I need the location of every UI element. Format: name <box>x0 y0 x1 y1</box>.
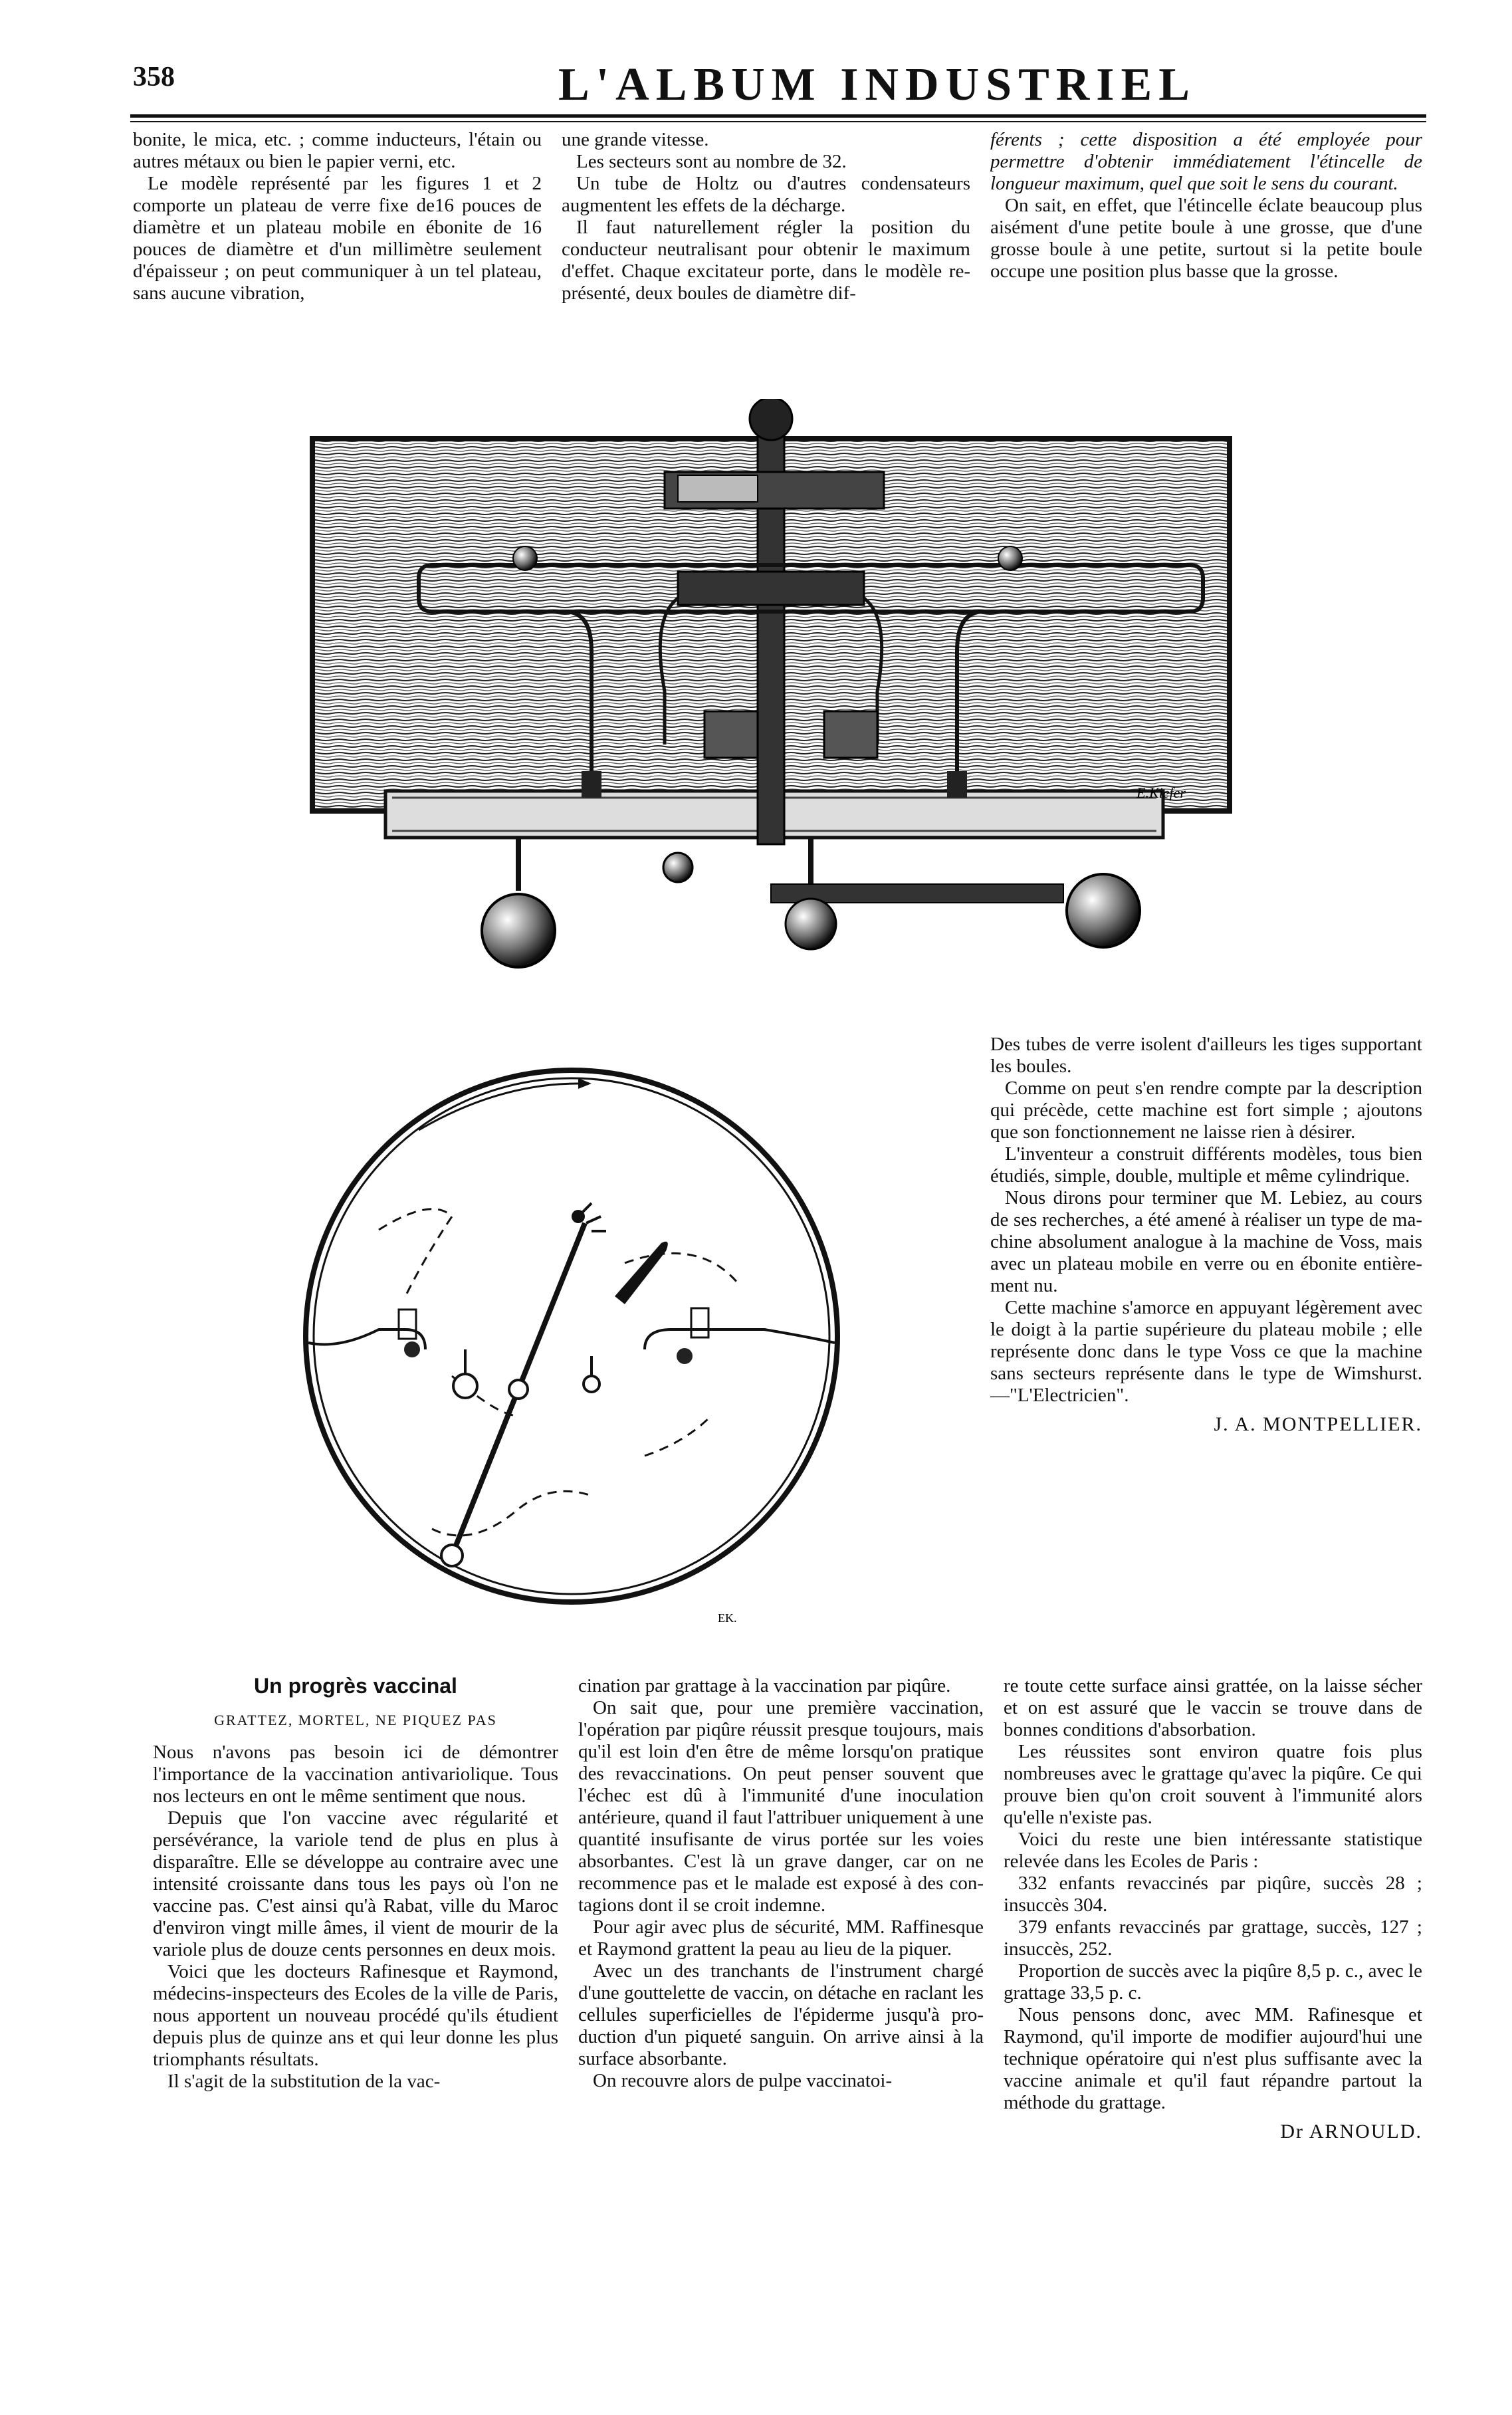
article-signature: J. A. MONTPELLIER. <box>1214 1413 1422 1435</box>
discharger-ball-left <box>482 894 555 967</box>
rotation-arrow <box>419 1084 578 1130</box>
paragraph: Voici du reste une bien intéressante statistique relevée dans les Ecoles de Paris : <box>1004 1829 1422 1872</box>
paragraph: Cette machine s'amorce en appuyant légèrement avec le doigt à la partie supérieure du plateau mobile ; elle représente donc dans le type Voss ce que la machine sans secteurs représente dans le type de Wimshurst.—"L'Electricien". <box>990 1297 1422 1406</box>
paragraph: On sait, en effet, que l'étincelle éclate beaucoup plus aisément d'une petite boule à une grosse, que d'une grosse boule à une petite, surtout si la petite boule occupe une position plus basse que la grosse. <box>990 195 1422 282</box>
paragraph: On sait que, pour une première vaccination, l'opération par piqûre réussit presque toujours, mais qu'il est loin d'en être de même lorsqu'on pratique des revaccinations. On peut penser souvent que l'échec est dû à l'immunité d'une inoculation antérieure, quand il faut l'attribuer uniquement à une quantité insufisante de virus portée sur les voies absorbantes. C'est là un grave danger, car on ne recommence pas et le malade est exposé à des contagions dont il se croit indemne. <box>578 1697 984 1916</box>
discharger-ball-right <box>1067 874 1140 947</box>
article-subtitle: GRATTEZ, MORTEL, NE PIQUEZ PAS <box>214 1712 497 1728</box>
paragraph: Depuis que l'on vaccine avec régularité et persévérance, la variole tend de plus en plus à disparaître. Elle se développe au contraire avec une intensité croissante dans tous les pays où l'on ne vaccine pas. C'est ainsi qu'à Rabat, ville du Maroc d'environ vingt mille âmes, il vient de mourir de la variole plus de douze cents personnes en deux mois. <box>153 1807 558 1960</box>
paragraph: Nous dirons pour terminer que M. Lebiez, au cours de ses recherches, a été amené à réaliser un type de machine absolument analogue à la machine de Voss, mais avec un plateau mobile en verre ou en ébonite entièrement nu. <box>990 1187 1422 1296</box>
plateau-outer <box>306 1070 837 1602</box>
header-rule-thin <box>130 121 1426 122</box>
paragraph: Le modèle représenté par les figures 1 et 2 comporte un plateau de verre fixe de16 pouces de diamètre et un plateau mobile en ébonite de 16 pouces de diamètre et d'un millimètre seulement d'épaisseur ; on peut communiquer à un tel plateau, sans aucune vibration, <box>133 173 542 304</box>
discharger-ball-small <box>786 899 836 949</box>
paragraph: férents ; cette disposition a été employée pour permettre d'obtenir immédiatement l'étincelle de longueur maximum, quel que soit le sens du courant. <box>990 129 1422 194</box>
paragraph: Il s'agit de la substitution de la vac- <box>167 2071 441 2092</box>
paragraph: Les réussites sont environ quatre fois plus nombreuses avec le grattage qu'avec la piqûre. Ce qui prouve bien qu'on croit souvent à l'immunité alors qu'elle n'existe pas. <box>1004 1741 1422 1828</box>
figure-plateau-diagram <box>299 1044 844 1642</box>
vaccine-article-col2 <box>578 1675 984 2340</box>
paragraph: L'inventeur a construit différents modèles, tous bien étudiés, simple, double, multiple et même cylindrique. <box>990 1143 1422 1187</box>
paragraph: 379 enfants revaccinés par grattage, succès, 127 ; insuccès, 252. <box>1004 1916 1422 1960</box>
vaccine-article-col3 <box>1004 1675 1422 2340</box>
paragraph: bonite, le mica, etc. ; comme inducteurs, l'étain ou autres métaux ou bien le papier verni, etc. <box>133 129 542 172</box>
paragraph: On recouvre alors de pulpe vaccinatoi- <box>593 2070 893 2091</box>
paragraph: Voici que les docteurs Rafinesque et Raymond, médecins-inspecteurs des Ecoles de la ville de Paris, nous apportent un nouveau procédé qu'ils étudient depuis plus de quinze ans et qui leur donne les plus triomphants résultats. <box>153 1961 558 2070</box>
vaccine-article-col1 <box>153 1675 558 2340</box>
article-title: Un progrès vaccinal <box>254 1675 457 1698</box>
figure-signature: E.Kiefer <box>1136 784 1186 801</box>
article-signature: Dr ARNOULD. <box>1280 2121 1422 2142</box>
paragraph: re toute cette surface ainsi grattée, on la laisse sécher et on est assuré que le vaccin se trouve dans de bonnes conditions d'absorbation. <box>1004 1675 1422 1740</box>
paragraph: Avec un des tranchants de l'instrument chargé d'une gouttelette de vaccin, on détache en raclant les cellules superficielles de l'épiderme jusqu'à production d'un piqueté sanguin. On arrive ainsi à la surface absorbante. <box>578 1960 984 2069</box>
paragraph: Comme on peut s'en rendre compte par la description qui précède, cette machine est fort simple ; ajoutons que son fonctionnement ne laisse rien à désirer. <box>990 1078 1422 1143</box>
page-number: 358 <box>133 62 175 92</box>
paragraph: Pour agir avec plus de sécurité, MM. Raffinesque et Raymond grattent la peau au lieu de la piquer. <box>578 1916 984 1960</box>
paragraph: cination par grattage à la vaccination par piqûre. <box>578 1675 951 1696</box>
crank-knob <box>750 399 792 440</box>
machine-article-col1 <box>133 129 542 358</box>
paragraph: Des tubes de verre isolent d'ailleurs les tiges supportant les boules. <box>990 1034 1422 1077</box>
machine-article-col3 <box>990 129 1422 358</box>
brush-comb <box>615 1242 668 1304</box>
paragraph: une grande vitesse. <box>562 129 709 150</box>
figure-signature: EK. <box>718 1611 737 1625</box>
paragraph: Nous n'avons pas besoin ici de démontrer l'importance de la vaccination antivariolique. Tous nos lecteurs en ont le même sentiment que nous. <box>153 1742 558 1807</box>
figure-machine-side-view <box>306 399 1236 1010</box>
hub <box>678 572 864 605</box>
paragraph: Nous pensons donc, avec MM. Rafinesque et Raymond, qu'il importe de modifier aujourd'hui une technique opératoire qui n'est plus suffisante avec la vaccine animale et qu'il faut répandre partout la méthode du grattage. <box>1004 2004 1422 2113</box>
paragraph: Les secteurs sont au nombre de 32. <box>576 151 847 172</box>
running-head: L'ALBUM INDUSTRIEL <box>558 59 1196 110</box>
paragraph: Un tube de Holtz ou d'autres condensateurs augmentent les effets de la décharge. <box>562 173 970 216</box>
paragraph: 332 enfants revaccinés par piqûre, succès 28 ; insuccès 304. <box>1004 1873 1422 1916</box>
header-rule <box>130 114 1426 118</box>
machine-article-col2 <box>562 129 970 358</box>
paragraph: Il faut naturellement régler la position du conducteur neutralisant pour obtenir le maximum d'effet. Chaque excitateur porte, dans le modèle représenté, deux boules de diamètre dif- <box>562 217 970 304</box>
machine-article-right-col <box>990 1034 1422 1605</box>
paragraph: Proportion de succès avec la piqûre 8,5 p. c., avec le grattage 33,5 p. c. <box>1004 1960 1422 2004</box>
